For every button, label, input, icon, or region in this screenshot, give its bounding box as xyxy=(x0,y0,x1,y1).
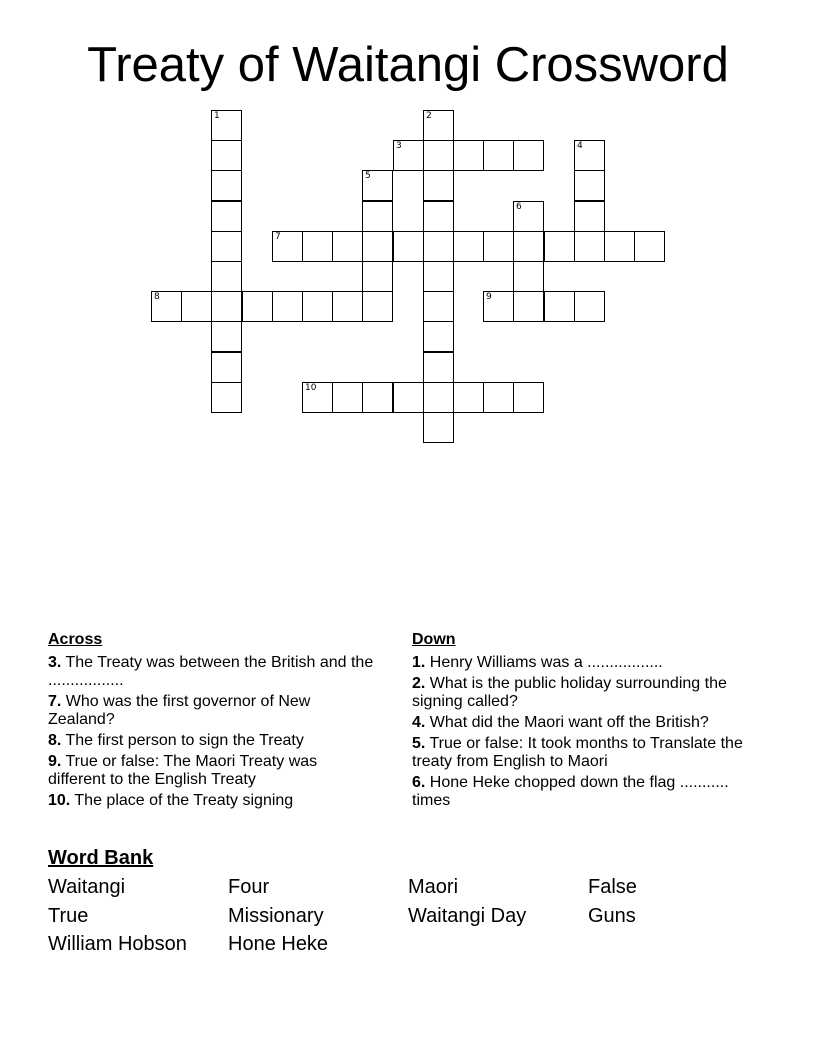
grid-cell[interactable] xyxy=(544,231,575,262)
clue-number: 1. xyxy=(412,654,426,671)
clue-number: 2. xyxy=(412,675,426,692)
grid-cell[interactable] xyxy=(483,231,514,262)
word-bank-item: True xyxy=(48,905,89,927)
grid-cell[interactable] xyxy=(513,231,544,262)
across-clues xyxy=(48,630,378,813)
word-bank-item: Four xyxy=(228,876,270,898)
grid-cell[interactable] xyxy=(423,352,454,383)
grid-cell[interactable] xyxy=(423,412,454,443)
grid-cell[interactable] xyxy=(483,140,514,171)
grid-cell[interactable] xyxy=(211,110,242,141)
word-bank-item: Waitangi Day xyxy=(408,905,527,927)
clue-text: What did the Maori want off the British? xyxy=(429,714,709,731)
grid-cell[interactable] xyxy=(634,231,665,262)
clue-number: 8. xyxy=(48,732,62,749)
word-bank-heading: Word Bank xyxy=(48,847,154,869)
clue-across-8 xyxy=(48,732,378,750)
grid-cell[interactable] xyxy=(362,231,393,262)
clue-across-9 xyxy=(48,753,378,789)
grid-cell[interactable] xyxy=(513,291,544,322)
grid-cell[interactable] xyxy=(211,140,242,171)
clue-number: 7. xyxy=(48,693,62,710)
clue-text: Henry Williams was a ................. xyxy=(429,654,663,671)
grid-cell[interactable] xyxy=(483,382,514,413)
grid-cell[interactable] xyxy=(242,291,273,322)
grid-cell[interactable] xyxy=(574,140,605,171)
clue-text: Who was the first governor of New Zealand? xyxy=(48,693,311,728)
cell-number: 1 xyxy=(214,111,220,121)
grid-cell[interactable] xyxy=(513,140,544,171)
grid-cell[interactable] xyxy=(211,261,242,292)
grid-cell[interactable] xyxy=(453,231,484,262)
clue-down-6 xyxy=(412,774,762,810)
cell-number: 9 xyxy=(486,292,492,302)
grid-cell[interactable] xyxy=(393,140,424,171)
grid-cell[interactable] xyxy=(423,291,454,322)
cell-number: 6 xyxy=(516,202,522,212)
grid-cell[interactable] xyxy=(574,201,605,232)
word-bank-item: Hone Heke xyxy=(228,933,329,955)
grid-cell[interactable] xyxy=(362,170,393,201)
clue-number: 4. xyxy=(412,714,426,731)
word-bank-item: Waitangi xyxy=(48,876,126,898)
grid-cell[interactable] xyxy=(423,110,454,141)
grid-cell[interactable] xyxy=(362,261,393,292)
word-bank-item: Guns xyxy=(588,905,636,927)
grid-cell[interactable] xyxy=(483,291,514,322)
cell-number: 5 xyxy=(365,171,371,181)
clue-number: 3. xyxy=(48,654,62,671)
grid-cell[interactable] xyxy=(574,291,605,322)
grid-cell[interactable] xyxy=(272,231,303,262)
word-bank-item: False xyxy=(588,876,637,898)
clue-text: The place of the Treaty signing xyxy=(74,792,294,809)
grid-cell[interactable] xyxy=(211,291,242,322)
grid-cell[interactable] xyxy=(211,321,242,352)
grid-cell[interactable] xyxy=(423,231,454,262)
clue-text: Hone Heke chopped down the flag ........... times xyxy=(412,774,729,809)
grid-cell[interactable] xyxy=(513,201,544,232)
grid-cell[interactable] xyxy=(513,382,544,413)
grid-cell[interactable] xyxy=(332,231,363,262)
grid-cell[interactable] xyxy=(513,261,544,292)
grid-cell[interactable] xyxy=(211,170,242,201)
clue-across-10 xyxy=(48,792,378,810)
grid-cell[interactable] xyxy=(302,231,333,262)
grid-cell[interactable] xyxy=(362,291,393,322)
clue-down-4 xyxy=(412,714,762,732)
clue-text: True or false: The Maori Treaty was different to the English Treaty xyxy=(48,753,318,788)
grid-cell[interactable] xyxy=(151,291,182,322)
clue-text: What is the public holiday surrounding the signing called? xyxy=(412,675,727,710)
grid-cell[interactable] xyxy=(393,382,424,413)
cell-number: 4 xyxy=(577,141,583,151)
grid-cell[interactable] xyxy=(332,291,363,322)
clue-number: 9. xyxy=(48,753,62,770)
word-bank-item: Missionary xyxy=(228,905,324,927)
cell-number: 2 xyxy=(426,111,432,121)
clue-text: The first person to sign the Treaty xyxy=(65,732,304,749)
clue-number: 6. xyxy=(412,774,426,791)
grid-cell[interactable] xyxy=(362,201,393,232)
grid-cell[interactable] xyxy=(453,140,484,171)
clue-down-1 xyxy=(412,654,762,672)
grid-cell[interactable] xyxy=(272,291,303,322)
grid-cell[interactable] xyxy=(604,231,635,262)
clue-down-2 xyxy=(412,675,762,711)
cell-number: 8 xyxy=(154,292,160,302)
word-bank-item: William Hobson xyxy=(48,933,187,955)
grid-cell[interactable] xyxy=(423,261,454,292)
clue-number: 10. xyxy=(48,792,71,809)
clue-text: The Treaty was between the British and the ................. xyxy=(48,654,374,689)
grid-cell[interactable] xyxy=(423,321,454,352)
grid-cell[interactable] xyxy=(211,382,242,413)
grid-cell[interactable] xyxy=(332,382,363,413)
grid-cell[interactable] xyxy=(211,352,242,383)
grid-cell[interactable] xyxy=(302,291,333,322)
grid-cell[interactable] xyxy=(211,231,242,262)
grid-cell[interactable] xyxy=(211,201,242,232)
clue-down-5 xyxy=(412,735,762,771)
crossword-grid xyxy=(0,0,816,460)
clue-text: True or false: It took months to Translate the treaty from English to Maori xyxy=(412,735,743,770)
cell-number: 10 xyxy=(305,383,317,393)
grid-cell[interactable] xyxy=(423,382,454,413)
grid-cell[interactable] xyxy=(362,382,393,413)
grid-cell[interactable] xyxy=(423,201,454,232)
clue-across-3 xyxy=(48,654,378,690)
down-clues xyxy=(412,630,762,813)
across-heading: Across xyxy=(48,631,103,648)
clue-across-7 xyxy=(48,693,378,729)
grid-cell[interactable] xyxy=(544,291,575,322)
word-bank-item: Maori xyxy=(408,876,459,898)
page-title: Treaty of Waitangi Crossword xyxy=(87,38,729,92)
grid-cell[interactable] xyxy=(574,170,605,201)
cell-number: 3 xyxy=(396,141,402,151)
grid-cell[interactable] xyxy=(302,382,333,413)
grid-cell[interactable] xyxy=(423,170,454,201)
grid-cell[interactable] xyxy=(423,140,454,171)
cell-number: 7 xyxy=(275,232,281,242)
grid-cell[interactable] xyxy=(393,231,424,262)
grid-cell[interactable] xyxy=(574,231,605,262)
grid-cell[interactable] xyxy=(453,382,484,413)
grid-cell[interactable] xyxy=(181,291,212,322)
down-heading: Down xyxy=(412,631,456,648)
clue-number: 5. xyxy=(412,735,426,752)
